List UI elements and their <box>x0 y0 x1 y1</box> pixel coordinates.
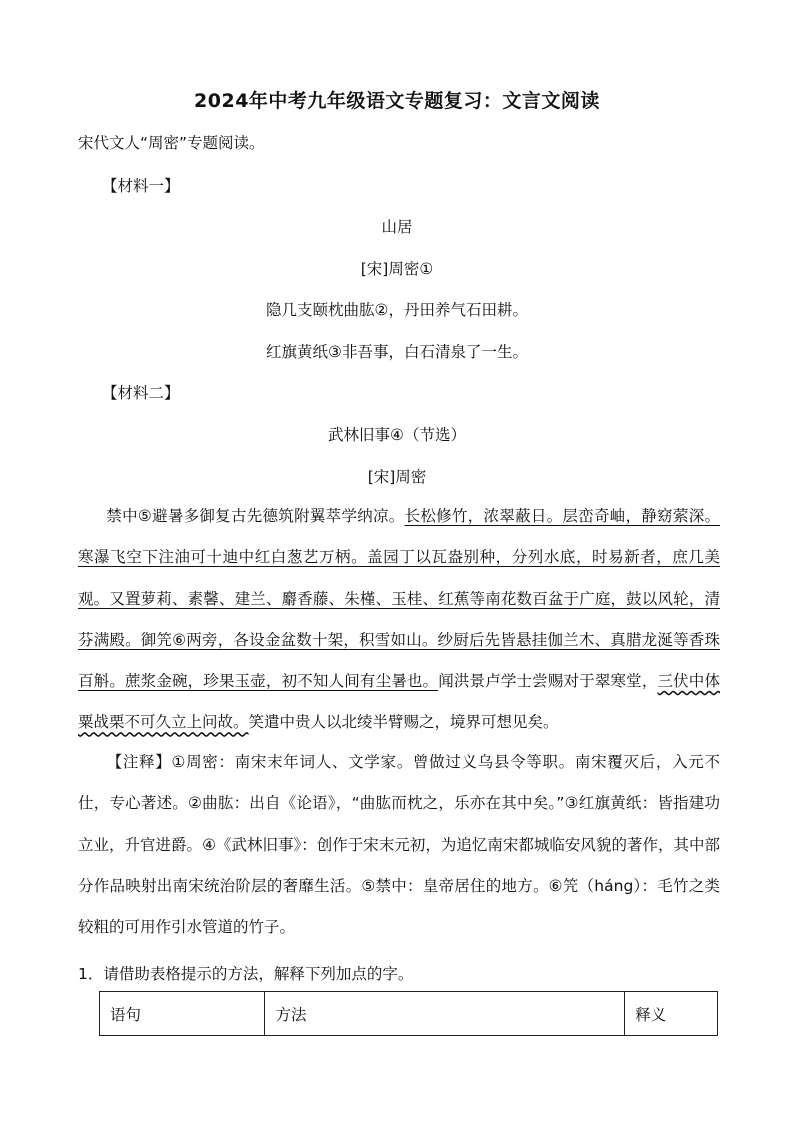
question-1: 1．请借助表格提示的方法，解释下列加点的字。 <box>78 965 414 983</box>
prose-paragraph <box>78 496 720 744</box>
prose-segment-underlined-1: 长松修竹，浓翠蔽日。层峦奇岫，静窈萦深。 <box>404 507 720 525</box>
page-title: 2024年中考九年级语文专题复习：文言文阅读 <box>194 90 600 112</box>
prose-segment-1: 禁中⑤避暑多御复古先德筑附翼萃学纳凉。 <box>106 507 405 525</box>
table-header-cell: 语句 <box>100 992 265 1036</box>
intro-text: 宋代文人“周密”专题阅读。 <box>78 134 265 152</box>
prose-segment-6: 笑遣中贵人以北绫半臂赐之，境界可想见矣。 <box>248 713 559 732</box>
prose-segment-4: 闻洪景卢学士尝赐对于翠寒堂， <box>438 672 658 691</box>
material1-label: 【材料一】 <box>102 177 180 195</box>
notes-label: 【注释】 <box>106 753 172 771</box>
poem-title: 山居 <box>381 218 413 236</box>
prose-segment-wavy: 三伏中体粟战栗不可久立上问故。 <box>78 672 720 732</box>
table-header-cell: 释义 <box>625 992 718 1036</box>
notes-paragraph <box>78 742 720 948</box>
prose-author: [宋]周密 <box>367 468 427 486</box>
answer-table <box>99 991 718 1036</box>
notes-text: ①周密：南宋末年词人、文学家。曾做过义乌县令等职。南宋覆灭后，入元不仕，专心著述。②曲肱：出自《论语》，“曲肱而枕之，乐亦在其中矣。”③红旗黄纸：皆指建功立业，升官进爵。④《武林旧事》：创作于宋末元初，为追忆南宋都城临安风貌的著作，其中部分作品映射出南宋统治阶层的奢靡生活。⑤禁中：皇帝居住的地方。⑥笐（háng）：毛竹之类较粗的可用作引水管道的竹子。 <box>78 753 720 937</box>
poem-line-2: 红旗黄纸③非吾事，白石清泉了一生。 <box>266 343 528 361</box>
material2-label: 【材料二】 <box>102 384 180 402</box>
table-header-cell: 方法 <box>265 992 625 1036</box>
table-row <box>100 992 718 1036</box>
poem-author: [宋]周密① <box>360 260 434 278</box>
prose-title: 武林旧事④（节选） <box>328 426 466 444</box>
poem-line-1: 隐几支颐枕曲肱②，丹田养气石田耕。 <box>266 301 528 319</box>
prose-segment-underlined-2: 寒瀑飞空下注油可十迪中红白葱艺万柄。盖园丁以瓦盎别种，分列水底，时易新者，庶几美观。又置萝莉、素馨、建兰、麝香藤、朱槿、玉桂、红蕉等南花数百盆于广庭，鼓以风轮，清芬满殿。御笐⑥两旁，各设金盆数十架，积雪如山。纱厨后先皆悬挂伽兰木、真腊龙涎等香珠百斛。蔗浆金碗，珍果玉壶，初不知人间有尘暑也。 <box>78 548 720 691</box>
